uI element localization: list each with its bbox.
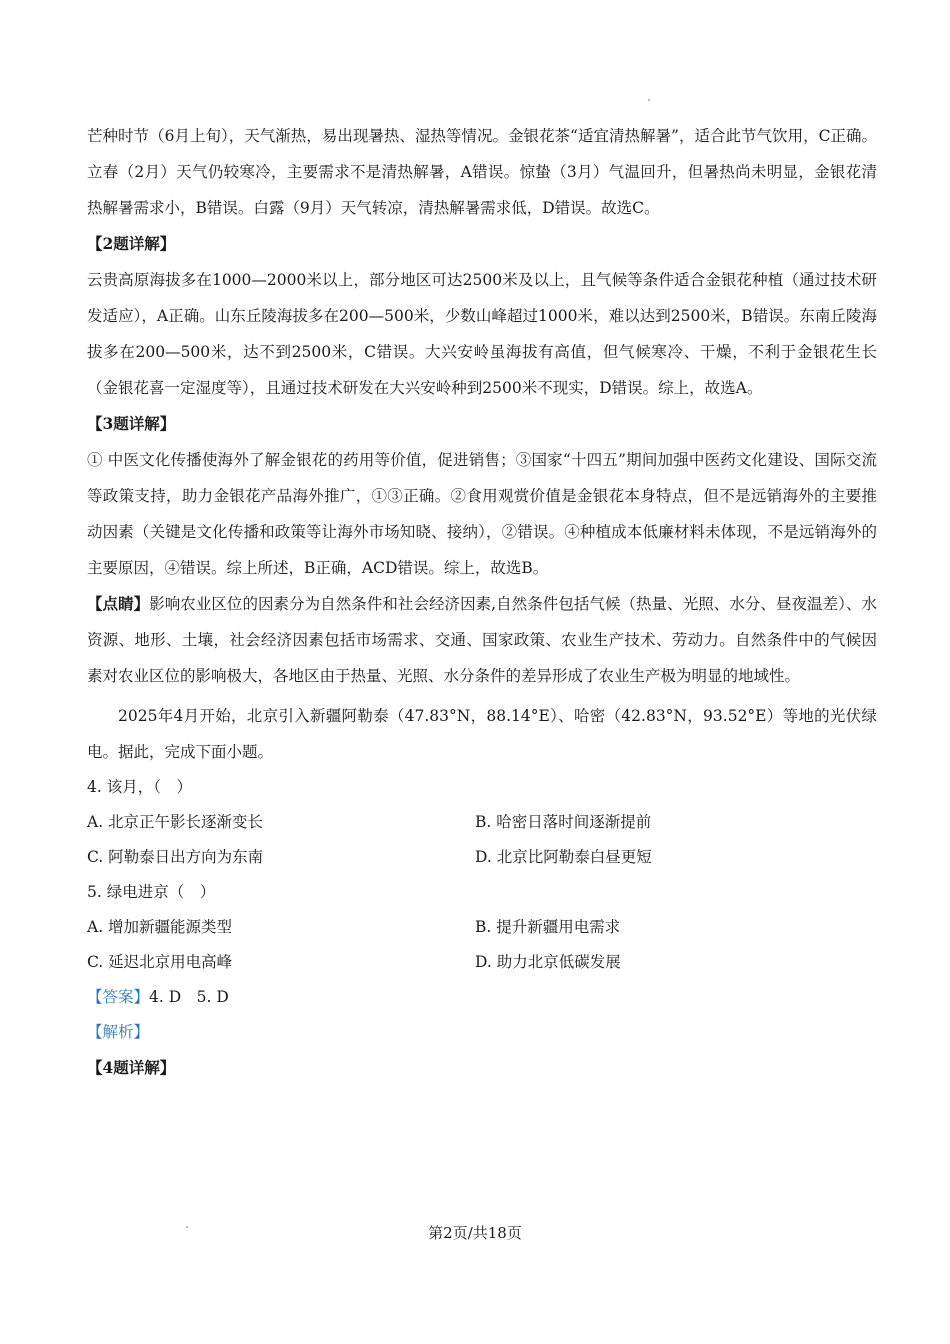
page-content — [87, 118, 877, 1085]
q3-detail-heading: 【3题详解】 — [87, 414, 176, 433]
analysis-label: 【解析】 — [87, 1023, 150, 1041]
answer-line — [87, 980, 877, 1015]
q3-detail-paragraph: ① 中医文化传播使海外了解金银花的药用等价值，促进销售；③国家“十四五”期间加强中医药文化建设、国际交流等政策支持，助力金银花产品海外推广，①③正确。②食用观赏价值是金银花本身特点，但不是远销海外的主要推动因素（关键是文化传播和政策等让海外市场知晓、接纳），②错误。④种植成本低廉材料未体现，不是远销海外的主要原因，④错误。综上所述，B正确，ACD错误。综上，故选B。 — [87, 451, 877, 577]
q1-detail-paragraph: 芒种时节（6月上旬），天气渐热，易出现暑热、湿热等情况。金银花茶“适宜清热解暑”，适合此节气饮用，C正确。立春（2月）天气仍较寒冷，主要需求不是清热解暑，A错误。惊蛰（3月）气温回升，但暑热尚未明显，金银花清热解暑需求小，B错误。白露（9月）天气转凉，清热解暑需求低，D错误。故选C。 — [87, 127, 877, 217]
dianjing-paragraph — [87, 586, 877, 694]
q4-detail-heading: 【4题详解】 — [87, 1058, 176, 1077]
scan-dot — [648, 99, 650, 101]
option-5d: D. 助力北京低碳发展 — [475, 953, 621, 971]
option-5a: A. 增加新疆能源类型 — [87, 918, 233, 936]
page-footer: 第2页/共18页 — [428, 1224, 522, 1242]
question-4-options-row-2 — [87, 840, 877, 875]
q2-detail-heading: 【2题详解】 — [87, 234, 176, 253]
answer-text: 4. D 5. D — [149, 988, 229, 1006]
option-5c: C. 延迟北京用电高峰 — [87, 953, 233, 971]
option-4a: A. 北京正午影长逐渐变长 — [87, 813, 264, 831]
question-5-options-row-2 — [87, 945, 877, 980]
option-4b: B. 哈密日落时间逐渐提前 — [475, 813, 652, 831]
question-intro: 2025年4月开始，北京引入新疆阿勒泰（47.83°N，88.14°E）、哈密（42.83°N，93.52°E）等地的光伏绿电。据此，完成下面小题。 — [87, 707, 877, 761]
question-4-options-row-1 — [87, 805, 877, 840]
dianjing-label: 【点睛】 — [87, 594, 150, 613]
option-4d: D. 北京比阿勒泰白昼更短 — [475, 848, 652, 866]
q2-detail-paragraph: 云贵高原海拔多在1000—2000米以上，部分地区可达2500米及以上，且气候等条件适合金银花种植（通过技术研发适应），A正确。山东丘陵海拔多在200—500米，少数山峰超过1000米，难以达到2500米，B错误。东南丘陵海拔多在200—500米，达不到2500米，C错误。大兴安岭虽海拔有高值，但气候寒冷、干燥，不利于金银花生长（金银花喜一定湿度等），且通过技术研发在大兴安岭种到2500米不现实，D错误。综上，故选A。 — [87, 271, 877, 397]
question-5-stem: 5. 绿电进京（ ） — [87, 883, 216, 901]
question-4-stem: 4. 该月，（ ） — [87, 778, 192, 796]
option-4c: C. 阿勒泰日出方向为东南 — [87, 848, 264, 866]
question-5-options-row-1 — [87, 910, 877, 945]
dianjing-text: 影响农业区位的因素分为自然条件和社会经济因素,自然条件包括气候（热量、光照、水分、昼夜温差）、水资源、地形、土壤，社会经济因素包括市场需求、交通、国家政策、农业生产技术、劳动力。自然条件中的气候因素对农业区位的影响极大，各地区由于热量、光照、水分条件的差异形成了农业生产极为明显的地域性。 — [87, 595, 877, 685]
option-5b: B. 提升新疆用电需求 — [475, 918, 621, 936]
answer-label: 【答案】 — [87, 988, 150, 1006]
